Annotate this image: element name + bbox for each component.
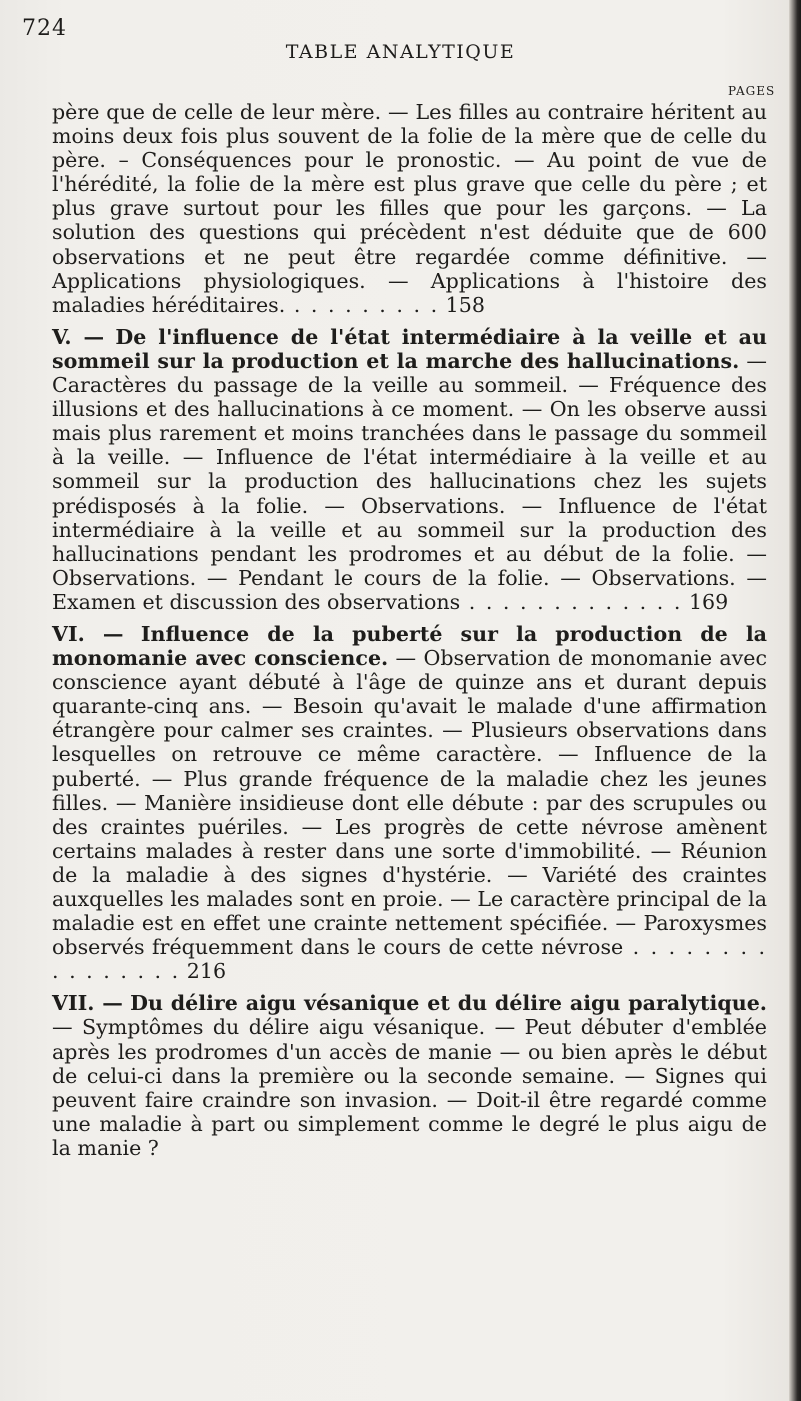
pages-column-heading: PAGES [728,84,776,98]
toc-entry-text [52,622,767,983]
toc-entry-continued [52,100,767,317]
dot-leader: . . . . . . . . . . . . . . . . [52,935,767,984]
entry-body: père que de celle de leur mère. — Les filles au contraire héritent au moins deux fois plus souvent de la folie de la mère que de celle du père. – Conséquences pour le pronostic. — Au point de vue de l'hérédité, la folie de la mère est plus grave que celle du père ; et plus grave surtout pour les filles que pour les garçons. — La solution des questions qui précèdent n'est déduite que de 600 observations et ne peut être regardée comme définitive. — Applications physiologiques. — Applications à l'histoire des maladies héréditaires. [52,100,767,317]
page-reference: 158 [445,292,485,317]
toc-entry-v [52,325,767,614]
page-reference: 216 [186,959,227,984]
chapter-heading: De l'influence de l'état intermédiaire à la veille et au sommeil sur la production et la marche des hallucinations. [52,324,767,373]
toc-entry-text [52,991,767,1160]
toc-entry-vi [52,622,767,983]
toc-entry-vii [52,991,767,1160]
page-number: 724 [22,16,67,41]
entry-body: — Observation de monomanie avec conscience ayant débuté à l'âge de quinze ans et durant depuis quarante-cinq ans. — Besoin qu'avait le malade d'une affirmation étrangère pour calmer ses craintes. — Plusieurs observations dans lesquelles on retrouve ce même caractère. — Influence de la puberté. — Plus grande fréquence de la maladie chez les jeunes filles. — Manière insidieuse dont elle débute : par des scrupules ou des craintes puériles. — Les progrès de cette névrose amènent certains malades à rester dans une sorte d'immobilité. — Réunion de la maladie à des signes d'hystérie. — Variété des craintes auxquelles les malades sont en proie. — Le caractère principal de la maladie est en effet une crainte nettement spécifiée. — Paroxysmes observés fréquemment dans le cours de cette névrose [52,646,767,960]
entry-body: — Caractères du passage de la veille au sommeil. — Fréquence des illusions et des hallucinations à ce moment. — On les observe aussi mais plus rarement et moins tranchées dans le passage du sommeil à la veille. — Influence de l'état intermédiaire à la veille et au sommeil sur la production des hallucinations chez les sujets prédisposés à la folie. — Observations. — Influence de l'état intermédiaire à la veille et au sommeil sur la production des hallucinations pendant les prodromes et au début de la folie. — Observations. — Pendant le cours de la folie. — Observations. — Examen et discussion des observations [52,348,767,614]
dot-leader: . . . . . . . . . . . . . [460,589,683,614]
chapter-heading: Influence de la puberté sur la production de la monomanie avec conscience. [52,621,768,671]
entry-body: — Symptômes du délire aigu vésanique. — Peut débuter d'emblée après les prodromes d'un accès de manie — ou bien après le début de celui-ci dans la première ou la seconde semaine. — Signes qui peuvent faire craindre son invasion. — Doit-il être regardé comme une maladie à part ou simplement comme le degré le plus aigu de la manie ? [52,1015,767,1160]
running-head: TABLE ANALYTIQUE [285,41,516,63]
page-reference: 169 [688,589,729,614]
page-edge-shadow [789,0,801,1401]
toc-entry-text [52,325,767,614]
toc-entry-text [52,100,767,317]
chapter-number: V. — [52,324,105,349]
table-of-contents-body [52,100,767,1168]
chapter-number: VI. — [52,621,124,646]
dot-leader: . . . . . . . . . [285,292,440,317]
chapter-number: VII. — [52,991,123,1016]
chapter-heading: Du délire aigu vésanique et du délire aigu paralytique. [130,991,767,1016]
